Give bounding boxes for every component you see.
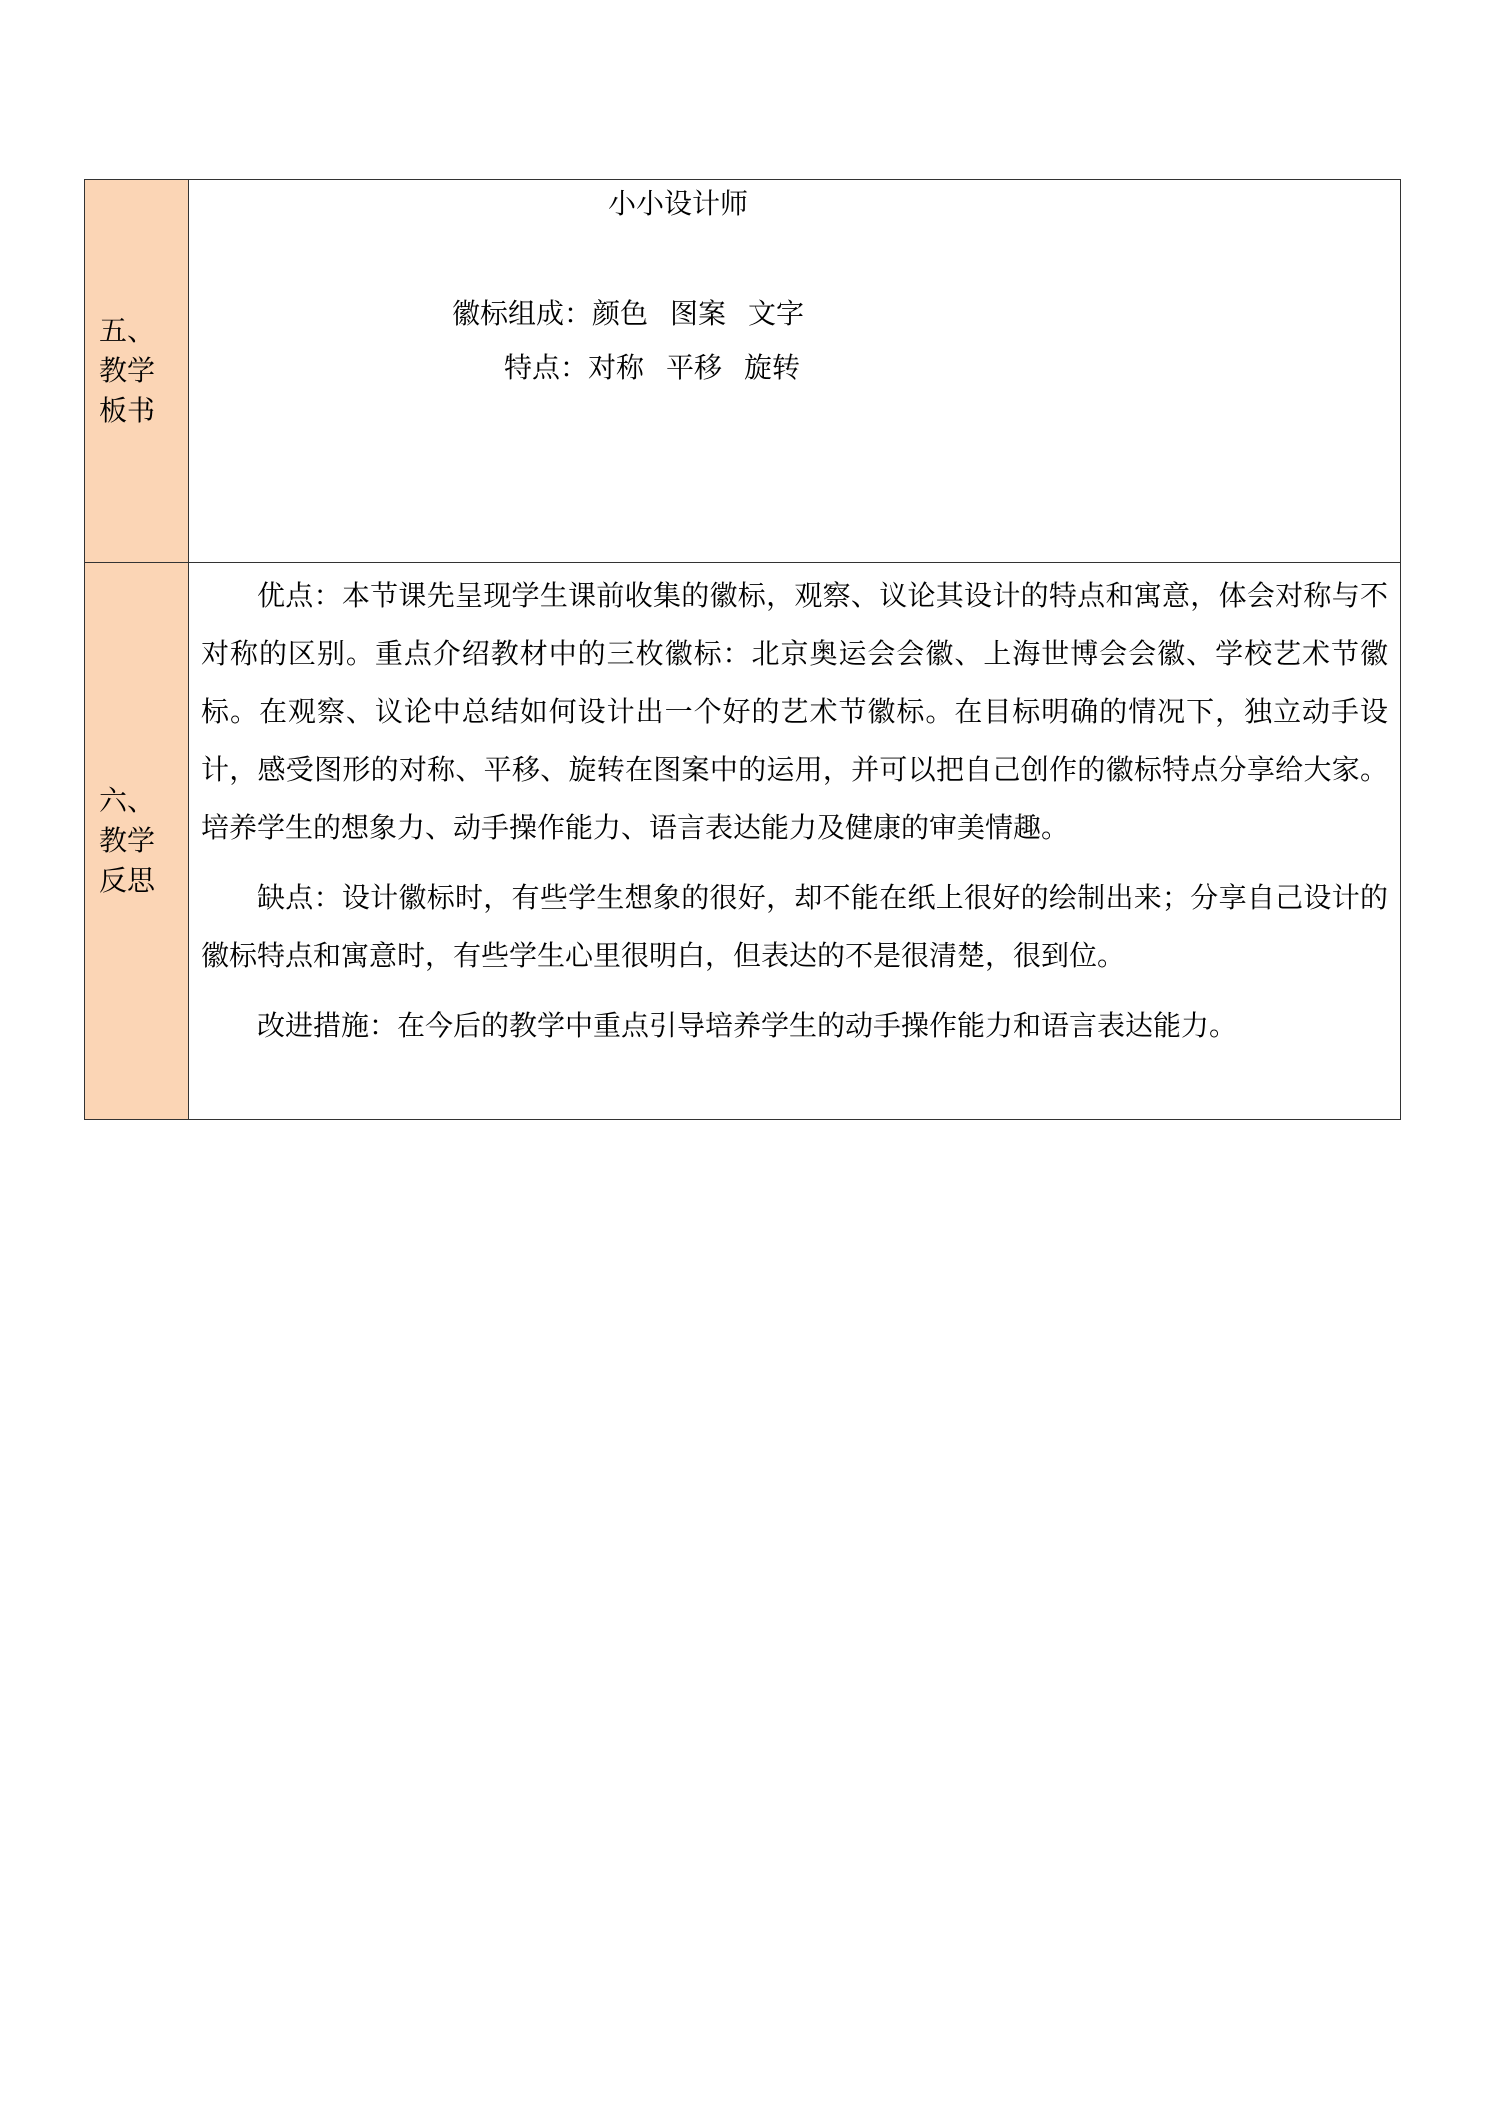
shortcomings-paragraph: 缺点：设计徽标时，有些学生想象的很好，却不能在纸上很好的绘制出来；分享自己设计的徽标特点和寓意时，有些学生心里很明白，但表达的不是很清楚，很到位。 [201,881,1388,972]
feature-item: 旋转 [744,351,801,384]
composition-label: 徽标组成： [452,297,593,330]
reflection-label: 六、教学反思 [99,784,156,897]
board-title: 小小设计师 [608,187,749,220]
reflection-label-cell [85,563,189,1120]
composition-item: 图案 [670,297,727,330]
feature-item: 对称 [588,351,645,384]
feature-item: 平移 [666,351,723,384]
features-line [504,350,800,386]
composition-item: 文字 [748,297,805,330]
lesson-plan-table [84,179,1401,1120]
board-row [85,180,1401,563]
blackboard-design [189,180,1400,562]
composition-item: 颜色 [592,297,649,330]
reflection-text [189,563,1400,1055]
board-content-cell [189,180,1401,563]
reflection-row [85,563,1401,1120]
advantages-paragraph: 优点：本节课先呈现学生课前收集的徽标，观察、议论其设计的特点和寓意，体会对称与不对称的区别。重点介绍教材中的三枚徽标：北京奥运会会徽、上海世博会会徽、学校艺术节徽标。在观察、议论中总结如何设计出一个好的艺术节徽标。在目标明确的情况下，独立动手设计，感受图形的对称、平移、旋转在图案中的运用，并可以把自己创作的徽标特点分享给大家。培养学生的想象力、动手操作能力、语言表达能力及健康的审美情趣。 [201,579,1388,844]
composition-line [452,296,804,332]
reflection-content-cell [189,563,1401,1120]
board-label: 五、教学板书 [99,314,156,427]
improvements-paragraph: 改进措施：在今后的教学中重点引导培养学生的动手操作能力和语言表达能力。 [257,1009,1238,1042]
features-label: 特点： [504,351,589,384]
board-label-cell [85,180,189,563]
